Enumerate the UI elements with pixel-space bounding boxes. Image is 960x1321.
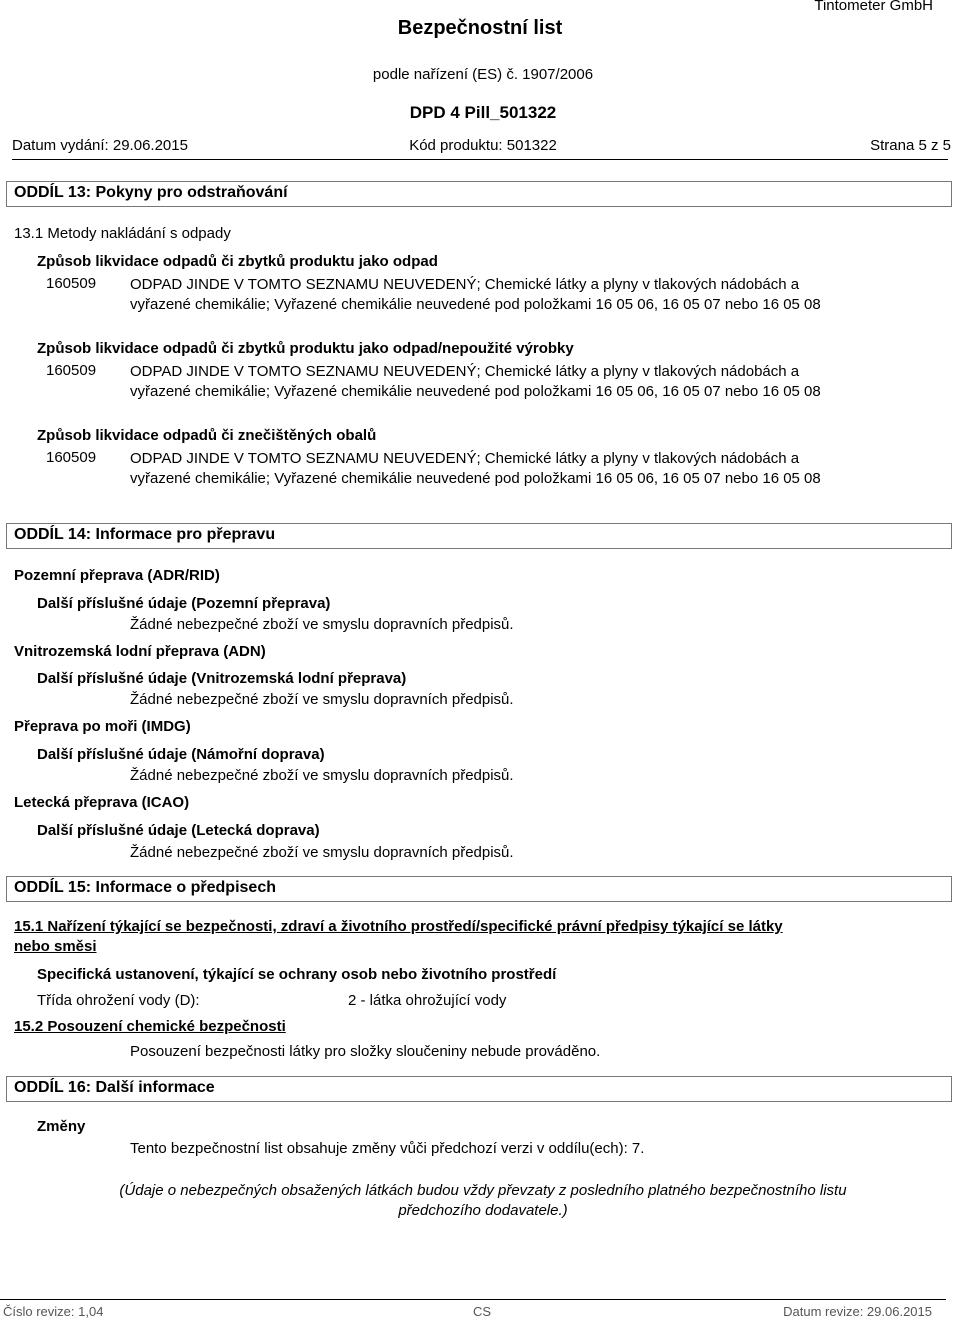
disposal-group-3-text: ODPAD JINDE V TOMTO SEZNAMU NEUVEDENÝ; Chemické látky a plyny v tlakových nádobách a vyřazené chemikálie; Vyřazené chemikálie neuvedené pod položkami 16 05 06, 16 05 07 nebo 16 05 08 (130, 450, 821, 487)
product-code: Kód produktu: 501322 (409, 137, 557, 154)
disposal-group-2-title: Způsob likvidace odpadů či zbytků produktu jako odpad/nepoužité výrobky (37, 340, 574, 357)
language-code: CS (473, 1304, 492, 1319)
transport-mode-3-text: Žádné nebezpečné zboží ve smyslu dopravních předpisů. (130, 767, 514, 784)
section-15-2-heading: 15.2 Posouzení chemické bezpečnosti (14, 1018, 286, 1035)
section-15-1-heading-line2: nebo směsi (14, 938, 97, 955)
transport-mode-4-title: Letecká přeprava (ICAO) (14, 794, 190, 811)
revision-date: Datum revize: 29.06.2015 (783, 1304, 932, 1319)
regulation: podle nařízení (ES) č. 1907/2006 (372, 66, 594, 83)
transport-mode-1-subtitle: Další příslušné údaje (Pozemní přeprava) (37, 595, 331, 612)
section-13-heading-text: ODDÍL 13: Pokyny pro odstraňování (14, 184, 288, 201)
product-name: DPD 4 Pill_501322 (409, 103, 557, 122)
section-13-heading (6, 181, 952, 207)
disposal-group-2-code: 160509 (46, 362, 97, 379)
note-line-2: předchozího dodavatele.) (398, 1202, 568, 1219)
transport-mode-4-text: Žádné nebezpečné zboží ve smyslu dopravních předpisů. (130, 844, 514, 861)
footer-divider (0, 1299, 946, 1300)
water-hazard-label: Třída ohrožení vody (D): (37, 992, 200, 1009)
section-15-1-heading-line1: 15.1 Nařízení týkající se bezpečnosti, zdraví a životního prostředí/specifické právní předpisy týkající se látky (14, 918, 783, 935)
disposal-group-1-title: Způsob likvidace odpadů či zbytků produktu jako odpad (37, 253, 438, 270)
section-15-heading (6, 876, 952, 902)
section-14-heading (6, 523, 952, 549)
disposal-group-3-title: Způsob likvidace odpadů či znečištěných obalů (37, 427, 377, 444)
company-name: Tintometer GmbH (814, 0, 933, 14)
changes-text: Tento bezpečnostní list obsahuje změny vůči předchozí verzi v oddílu(ech): 7. (130, 1140, 645, 1157)
transport-mode-1-text: Žádné nebezpečné zboží ve smyslu dopravních předpisů. (130, 616, 514, 633)
transport-mode-3-subtitle: Další příslušné údaje (Námořní doprava) (37, 746, 325, 763)
section-13-1-heading: 13.1 Metody nakládání s odpady (14, 225, 231, 242)
transport-mode-1-title: Pozemní přeprava (ADR/RID) (14, 567, 220, 584)
water-hazard-value: 2 - látka ohrožující vody (348, 992, 507, 1009)
section-15-2-text: Posouzení bezpečnosti látky pro složky sloučeniny nebude prováděno. (130, 1043, 601, 1060)
document-title: Bezpečnostní list (397, 17, 563, 39)
specific-provisions-title: Specifická ustanovení, týkající se ochrany osob nebo životního prostředí (37, 966, 557, 983)
section-16-heading (6, 1076, 952, 1102)
revision-number: Číslo revize: 1,04 (3, 1304, 104, 1319)
transport-mode-2-text: Žádné nebezpečné zboží ve smyslu dopravních předpisů. (130, 691, 514, 708)
disposal-group-1-text: ODPAD JINDE V TOMTO SEZNAMU NEUVEDENÝ; Chemické látky a plyny v tlakových nádobách a vyřazené chemikálie; Vyřazené chemikálie neuvedené pod položkami 16 05 06, 16 05 07 nebo 16 05 08 (130, 276, 821, 313)
disposal-group-1-code: 160509 (46, 275, 97, 292)
section-15-heading-text: ODDÍL 15: Informace o předpisech (14, 879, 276, 896)
header-divider (12, 159, 948, 160)
transport-mode-3-title: Přeprava po moři (IMDG) (14, 718, 191, 735)
transport-mode-2-title: Vnitrozemská lodní přeprava (ADN) (14, 643, 266, 660)
section-16-heading-text: ODDÍL 16: Další informace (14, 1079, 215, 1096)
issue-date: Datum vydání: 29.06.2015 (12, 137, 188, 154)
page-number: Strana 5 z 5 (870, 137, 951, 154)
transport-mode-2-subtitle: Další příslušné údaje (Vnitrozemská lodní přeprava) (37, 670, 407, 687)
transport-mode-4-subtitle: Další příslušné údaje (Letecká doprava) (37, 822, 320, 839)
section-14-heading-text: ODDÍL 14: Informace pro přepravu (14, 526, 276, 543)
disposal-group-2-text: ODPAD JINDE V TOMTO SEZNAMU NEUVEDENÝ; Chemické látky a plyny v tlakových nádobách a vyřazené chemikálie; Vyřazené chemikálie neuvedené pod položkami 16 05 06, 16 05 07 nebo 16 05 08 (130, 363, 821, 400)
note-line-1: (Údaje o nebezpečných obsažených látkách budou vždy převzaty z posledního platného bezpečnostního listu (119, 1182, 847, 1199)
changes-label: Změny (37, 1118, 86, 1135)
disposal-group-3-code: 160509 (46, 449, 97, 466)
